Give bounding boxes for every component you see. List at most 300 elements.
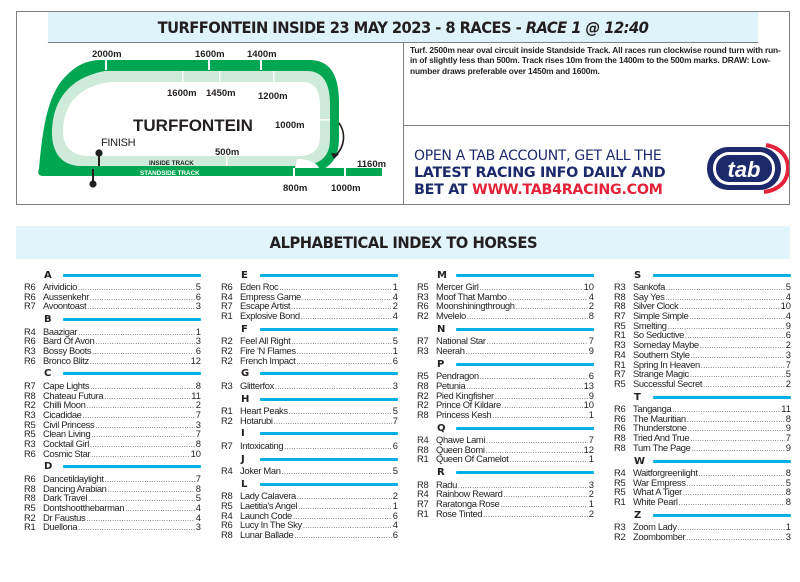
horse-name: Say Yes <box>633 290 665 302</box>
letter-divider <box>653 274 791 277</box>
race-number: R1 <box>614 358 626 370</box>
horse-name: Intoxicating <box>240 439 284 451</box>
letter-heading <box>221 392 398 406</box>
saddle-cloth-number: 9 <box>785 441 791 453</box>
leader-dots <box>516 303 588 313</box>
horse-index-entry <box>221 416 398 426</box>
inside-track-label: INSIDE TRACK <box>149 160 194 167</box>
race-number: R6 <box>24 335 36 347</box>
race-number: R8 <box>614 441 626 453</box>
horse-name: Avoontoast <box>43 300 87 312</box>
saddle-cloth-number: 3 <box>195 521 201 533</box>
track-diagram <box>17 43 403 205</box>
horse-name: White Pearl <box>633 496 678 508</box>
leader-dots <box>303 522 392 532</box>
marker-1160m: 1160m <box>357 159 387 170</box>
race-number: R4 <box>417 488 429 500</box>
saddle-cloth-number: 5 <box>392 405 398 416</box>
horse-name: So Seductive <box>633 329 685 341</box>
horse-name: Thunderstone <box>633 422 687 434</box>
saddle-cloth-number: 7 <box>785 358 791 370</box>
letter-label: I <box>241 428 245 440</box>
race-number: R8 <box>221 529 233 540</box>
saddle-cloth-number: 2 <box>195 399 201 411</box>
letter-divider <box>63 318 201 321</box>
horse-name: Someday Maybe <box>633 339 699 351</box>
tab-logo-text: tab <box>727 157 761 182</box>
saddle-cloth-number: 8 <box>195 379 201 391</box>
saddle-cloth-number: 6 <box>785 329 791 341</box>
horse-index-entry <box>417 509 594 519</box>
horse-name: Qhawe Lami <box>436 434 486 446</box>
marker-1400m: 1400m <box>247 49 277 60</box>
horse-index-entry <box>24 356 201 366</box>
saddle-cloth-number: 8 <box>588 310 594 322</box>
horse-name: Hotarubi <box>240 414 273 426</box>
leader-dots <box>125 505 195 515</box>
letter-divider <box>653 514 791 517</box>
horse-name: The Mauritian <box>633 412 686 424</box>
horse-name: Moonshiningthrough <box>436 300 515 312</box>
letter-label: D <box>44 461 53 473</box>
race-number: R2 <box>24 511 36 523</box>
horse-name: Escape Artist <box>240 300 291 312</box>
letter-label: Q <box>437 422 446 434</box>
race-number: R5 <box>24 418 36 430</box>
marker-800m: 800m <box>283 183 308 194</box>
leader-dots <box>274 418 392 428</box>
leader-dots <box>90 358 190 368</box>
marker-2000m: 2000m <box>92 49 122 60</box>
horse-name: Civil Princess <box>43 418 95 430</box>
horse-name: Turn The Page <box>633 441 691 453</box>
saddle-cloth-number: 5 <box>785 476 791 488</box>
saddle-cloth-number: 8 <box>785 486 791 498</box>
saddle-cloth-number: 10 <box>583 281 594 292</box>
letter-label: C <box>44 368 52 380</box>
horse-index-entry <box>417 346 594 356</box>
race-number: R5 <box>24 428 36 440</box>
letter-divider <box>63 465 201 468</box>
horse-name: Heart Peaks <box>240 405 288 416</box>
horse-index-entry <box>614 379 791 389</box>
horse-name: Arividicio <box>43 281 78 292</box>
race-number: R5 <box>614 476 626 488</box>
letter-heading <box>417 466 594 480</box>
saddle-cloth-number: 9 <box>588 389 594 401</box>
horse-name: Princess Kesh <box>436 408 492 420</box>
letter-label: B <box>44 314 52 326</box>
horse-index-entry <box>221 530 398 540</box>
letter-divider <box>653 396 791 399</box>
race-number: R8 <box>614 290 626 302</box>
horse-name: Chilli Moon <box>43 399 86 411</box>
horse-name: Dontshootthebarman <box>43 501 125 513</box>
leader-dots <box>688 425 785 435</box>
race-number: R8 <box>24 482 36 494</box>
race-number: R3 <box>24 437 36 449</box>
leader-dots <box>689 313 784 323</box>
horse-index-entry <box>221 356 398 366</box>
leader-dots <box>486 437 588 447</box>
saddle-cloth-number: 3 <box>392 379 398 391</box>
leader-dots <box>297 348 392 358</box>
leader-dots <box>297 493 392 503</box>
leader-dots <box>83 412 195 422</box>
letter-label: W <box>634 455 646 467</box>
race-number: R4 <box>221 290 233 302</box>
race-number: R8 <box>24 389 36 401</box>
race-number: R3 <box>614 339 626 351</box>
saddle-cloth-number: 8 <box>785 467 791 478</box>
race-number: R2 <box>221 414 233 426</box>
race-number: R7 <box>614 310 626 322</box>
horse-index-entry <box>221 466 398 476</box>
letter-label: P <box>437 358 445 370</box>
saddle-cloth-number: 4 <box>588 290 594 302</box>
horse-name: Bard Of Avon <box>43 335 95 347</box>
horse-name: Lunar Ballade <box>240 529 294 540</box>
race-number: R8 <box>24 492 36 504</box>
saddle-cloth-number: 4 <box>785 290 791 302</box>
race-number: R8 <box>417 443 429 455</box>
horse-name: Dark Travel <box>43 492 88 504</box>
leader-dots <box>504 491 588 501</box>
leader-dots <box>86 515 194 525</box>
horse-index-entry <box>24 449 201 459</box>
race-number: R4 <box>221 465 233 477</box>
horse-name: Glitterfox <box>240 379 275 391</box>
saddle-cloth-number: 7 <box>195 428 201 440</box>
saddle-cloth-number: 7 <box>588 335 594 347</box>
horse-name: Baazigar <box>43 325 78 337</box>
saddle-cloth-number: 5 <box>785 368 791 380</box>
letter-label: G <box>241 368 250 380</box>
saddle-cloth-number: 6 <box>392 354 398 366</box>
horse-name: French Impact <box>240 354 296 366</box>
horse-name: Raratonga Rose <box>436 498 500 509</box>
letter-label: T <box>634 391 641 403</box>
horse-name: Queen Bomi <box>436 443 485 455</box>
horse-name: Fire 'N Flames <box>240 344 296 356</box>
letter-heading <box>221 452 398 466</box>
leader-dots <box>467 313 588 323</box>
ad-url-link[interactable]: WWW.TAB4RACING.COM <box>471 182 663 198</box>
leader-dots <box>78 524 195 534</box>
leader-dots <box>90 441 195 451</box>
leader-dots <box>508 294 588 304</box>
race-number: R6 <box>24 472 36 484</box>
horse-name: Empress Game <box>240 290 301 302</box>
horse-name: Silver Clock <box>633 300 679 312</box>
saddle-cloth-number: 1 <box>588 498 594 509</box>
letter-label: F <box>241 323 248 335</box>
index-title: ALPHABETICAL INDEX TO HORSES <box>269 233 537 252</box>
leader-dots <box>691 445 784 455</box>
race-number: R5 <box>614 377 626 389</box>
saddle-cloth-number: 7 <box>195 472 201 484</box>
letter-heading <box>24 460 201 474</box>
horse-name: Smelting <box>633 319 667 331</box>
leader-dots <box>87 303 195 313</box>
standside-track-label: STANDSIDE TRACK <box>140 170 200 177</box>
race-number: R5 <box>417 370 429 382</box>
ad-line-3-prefix: BET AT <box>414 182 472 198</box>
horse-index-entry <box>614 443 791 453</box>
race-number: R7 <box>221 439 233 451</box>
letter-divider <box>456 363 594 366</box>
leader-dots <box>92 348 195 358</box>
horse-index-entry <box>614 532 791 542</box>
race-number: R7 <box>24 379 36 391</box>
leader-dots <box>686 534 785 544</box>
horse-name: Dr Faustus <box>43 511 86 523</box>
letter-divider <box>260 483 398 486</box>
leader-dots <box>296 358 391 368</box>
leader-dots <box>500 501 587 511</box>
leader-dots <box>294 532 391 542</box>
finish-label: FINISH <box>101 137 136 149</box>
saddle-cloth-number: 6 <box>392 509 398 521</box>
letter-divider <box>260 328 398 331</box>
saddle-cloth-number: 9 <box>785 422 791 434</box>
leader-dots <box>282 468 392 478</box>
track-name: TURFFONTEIN <box>133 116 253 135</box>
letter-divider <box>653 460 791 463</box>
race-number: R8 <box>417 379 429 391</box>
race-number: R3 <box>417 290 429 302</box>
letter-heading <box>221 268 398 282</box>
saddle-cloth-number: 4 <box>195 501 201 513</box>
horse-name: Cosmic Star <box>43 447 91 459</box>
race-number: R2 <box>417 310 429 322</box>
letter-divider <box>456 274 594 277</box>
letter-label: S <box>634 269 642 281</box>
leader-dots <box>108 486 195 496</box>
letter-divider <box>260 274 398 277</box>
saddle-cloth-number: 3 <box>195 335 201 347</box>
race-number: R5 <box>221 499 233 511</box>
letter-divider <box>456 471 594 474</box>
saddle-cloth-number: 5 <box>392 335 398 347</box>
marker-1000m-outer: 1000m <box>331 183 361 194</box>
leader-dots <box>90 383 195 393</box>
horse-name: Explosive Bond <box>240 310 300 322</box>
saddle-cloth-number: 6 <box>195 290 201 302</box>
leader-dots <box>483 511 588 521</box>
race-number: R6 <box>614 403 626 415</box>
race-number: R6 <box>24 290 36 302</box>
track-description: Turf. 2500m near oval circuit inside Standside Track. All races run clockwise round turn with run-in of slightly less than 500m. Track rises 10m from the 1400m to the 500m marks. DRAW: Low-number draws preferable over 1450m and 1600m. <box>404 43 789 126</box>
leader-dots <box>95 422 194 432</box>
race-number: R1 <box>417 453 429 465</box>
saddle-cloth-number: 11 <box>191 389 201 401</box>
race-number: R6 <box>614 412 626 424</box>
saddle-cloth-number: 6 <box>195 344 201 356</box>
horse-name: Feel All Right <box>240 335 291 347</box>
letter-divider <box>63 274 201 277</box>
saddle-cloth-number: 3 <box>588 478 594 490</box>
saddle-cloth-number: 1 <box>392 344 398 356</box>
saddle-cloth-number: 5 <box>195 281 201 292</box>
saddle-cloth-number: 4 <box>392 290 398 302</box>
horse-name: Sankofa <box>633 281 665 292</box>
race-time: RACE 1 @ 12:40 <box>525 17 649 37</box>
race-number: R6 <box>24 354 36 366</box>
tab-advert[interactable] <box>404 126 789 204</box>
horse-name: Zoom Lady <box>633 521 677 533</box>
saddle-cloth-number: 4 <box>785 310 791 322</box>
horse-name: Queen Of Camelot <box>436 453 509 465</box>
letter-heading <box>614 268 791 282</box>
race-number: R3 <box>417 344 429 356</box>
leader-dots <box>690 371 785 381</box>
leader-dots <box>90 294 195 304</box>
letter-heading <box>24 268 201 282</box>
race-number: R1 <box>614 496 626 508</box>
leader-dots <box>302 294 392 304</box>
race-number: R1 <box>24 521 36 533</box>
race-number: R6 <box>417 300 429 312</box>
horse-name: Simple Simple <box>633 310 689 322</box>
meeting-title-text: TURFFONTEIN INSIDE 23 MAY 2023 - 8 RACES - <box>157 17 522 37</box>
race-number: R8 <box>417 408 429 420</box>
index-title-banner <box>16 226 790 259</box>
leader-dots <box>683 489 785 499</box>
letter-divider <box>260 458 398 461</box>
saddle-cloth-number: 7 <box>588 434 594 446</box>
leader-dots <box>487 338 588 348</box>
saddle-cloth-number: 1 <box>785 521 791 533</box>
horse-name: Pied Kingfisher <box>436 389 494 401</box>
index-column-3 <box>417 268 594 520</box>
leader-dots <box>703 381 785 391</box>
letter-label: L <box>241 478 248 490</box>
horse-name: Spring In Heaven <box>633 358 700 370</box>
race-number: R6 <box>221 281 233 292</box>
race-number: R1 <box>221 405 233 416</box>
horse-name: Eden Roc <box>240 281 279 292</box>
leader-dots <box>78 329 195 339</box>
leader-dots <box>701 362 785 372</box>
saddle-cloth-number: 2 <box>588 488 594 500</box>
horse-name: What A Tiger <box>633 486 682 498</box>
horse-name: Laetitia's Angel <box>240 499 298 511</box>
horse-name: Petunia <box>436 379 466 391</box>
horse-name: Rose Tinted <box>436 507 483 519</box>
marker-500m: 500m <box>215 147 240 158</box>
letter-label: H <box>241 393 250 405</box>
saddle-cloth-number: 7 <box>392 414 398 426</box>
race-number: R2 <box>614 530 626 542</box>
saddle-cloth-number: 9 <box>588 344 594 356</box>
saddle-cloth-number: 3 <box>785 348 791 360</box>
leader-dots <box>466 348 588 358</box>
leader-dots <box>95 338 194 348</box>
leader-dots <box>91 431 194 441</box>
index-column-1 <box>24 268 201 533</box>
race-number: R2 <box>24 399 36 411</box>
saddle-cloth-number: 4 <box>392 310 398 322</box>
horse-name: Launch Code <box>240 509 292 521</box>
horse-name: Rainbow Reward <box>436 488 503 500</box>
marker-1450m: 1450m <box>206 88 236 99</box>
race-number: R3 <box>24 408 36 420</box>
leader-dots <box>87 402 195 412</box>
horse-name: Mercer Girl <box>436 281 479 292</box>
race-number: R1 <box>221 310 233 322</box>
horse-name: Tried And True <box>633 432 690 444</box>
horse-index-entry <box>417 410 594 420</box>
letter-divider <box>456 427 594 430</box>
leader-dots <box>668 323 785 333</box>
saddle-cloth-number: 10 <box>780 300 791 312</box>
letter-divider <box>260 432 398 435</box>
letter-heading <box>614 454 791 468</box>
horse-index-entry <box>614 497 791 507</box>
saddle-cloth-number: 12 <box>583 443 594 455</box>
saddle-cloth-number: 3 <box>195 418 201 430</box>
race-number: R1 <box>614 329 626 341</box>
saddle-cloth-number: 7 <box>785 432 791 444</box>
leader-dots <box>289 408 392 418</box>
horse-name: Lady Calavera <box>240 490 296 502</box>
race-number: R8 <box>614 432 626 444</box>
letter-heading <box>417 322 594 336</box>
race-number: R8 <box>417 478 429 490</box>
saddle-cloth-number: 13 <box>583 379 594 391</box>
saddle-cloth-number: 8 <box>195 437 201 449</box>
saddle-cloth-number: 4 <box>195 511 201 523</box>
horse-name: Prince Of Kildare <box>436 399 501 411</box>
leader-dots <box>291 303 392 313</box>
saddle-cloth-number: 5 <box>785 281 791 292</box>
saddle-cloth-number: 11 <box>781 403 791 415</box>
horse-name: Clean Living <box>43 428 91 440</box>
letter-label: N <box>437 323 446 335</box>
saddle-cloth-number: 6 <box>392 439 398 451</box>
saddle-cloth-number: 2 <box>785 377 791 389</box>
saddle-cloth-number: 7 <box>195 408 201 420</box>
horse-index-entry <box>24 301 201 311</box>
leader-dots <box>301 313 392 323</box>
horse-index-entry <box>221 311 398 321</box>
saddle-cloth-number: 5 <box>392 465 398 477</box>
race-number: R5 <box>614 486 626 498</box>
letter-heading <box>221 367 398 381</box>
leader-dots <box>679 499 785 509</box>
saddle-cloth-number: 1 <box>195 325 201 337</box>
letter-heading <box>417 421 594 435</box>
leader-dots <box>495 393 588 403</box>
race-number: R4 <box>614 467 626 478</box>
letter-label: A <box>44 269 52 281</box>
race-number: R7 <box>614 368 626 380</box>
race-number: R3 <box>24 344 36 356</box>
horse-index-entry <box>221 381 398 391</box>
leader-dots <box>679 303 779 313</box>
horse-name: National Star <box>436 335 486 347</box>
saddle-cloth-number: 2 <box>392 490 398 502</box>
leader-dots <box>298 503 392 513</box>
leader-dots <box>510 456 588 466</box>
finish-post-standside-icon <box>89 180 96 187</box>
horse-name: Aussenkehr <box>43 290 90 302</box>
horse-name: Bossy Boots <box>43 344 92 356</box>
saddle-cloth-number: 4 <box>392 519 398 531</box>
letter-heading <box>614 390 791 404</box>
race-number: R3 <box>221 379 233 391</box>
